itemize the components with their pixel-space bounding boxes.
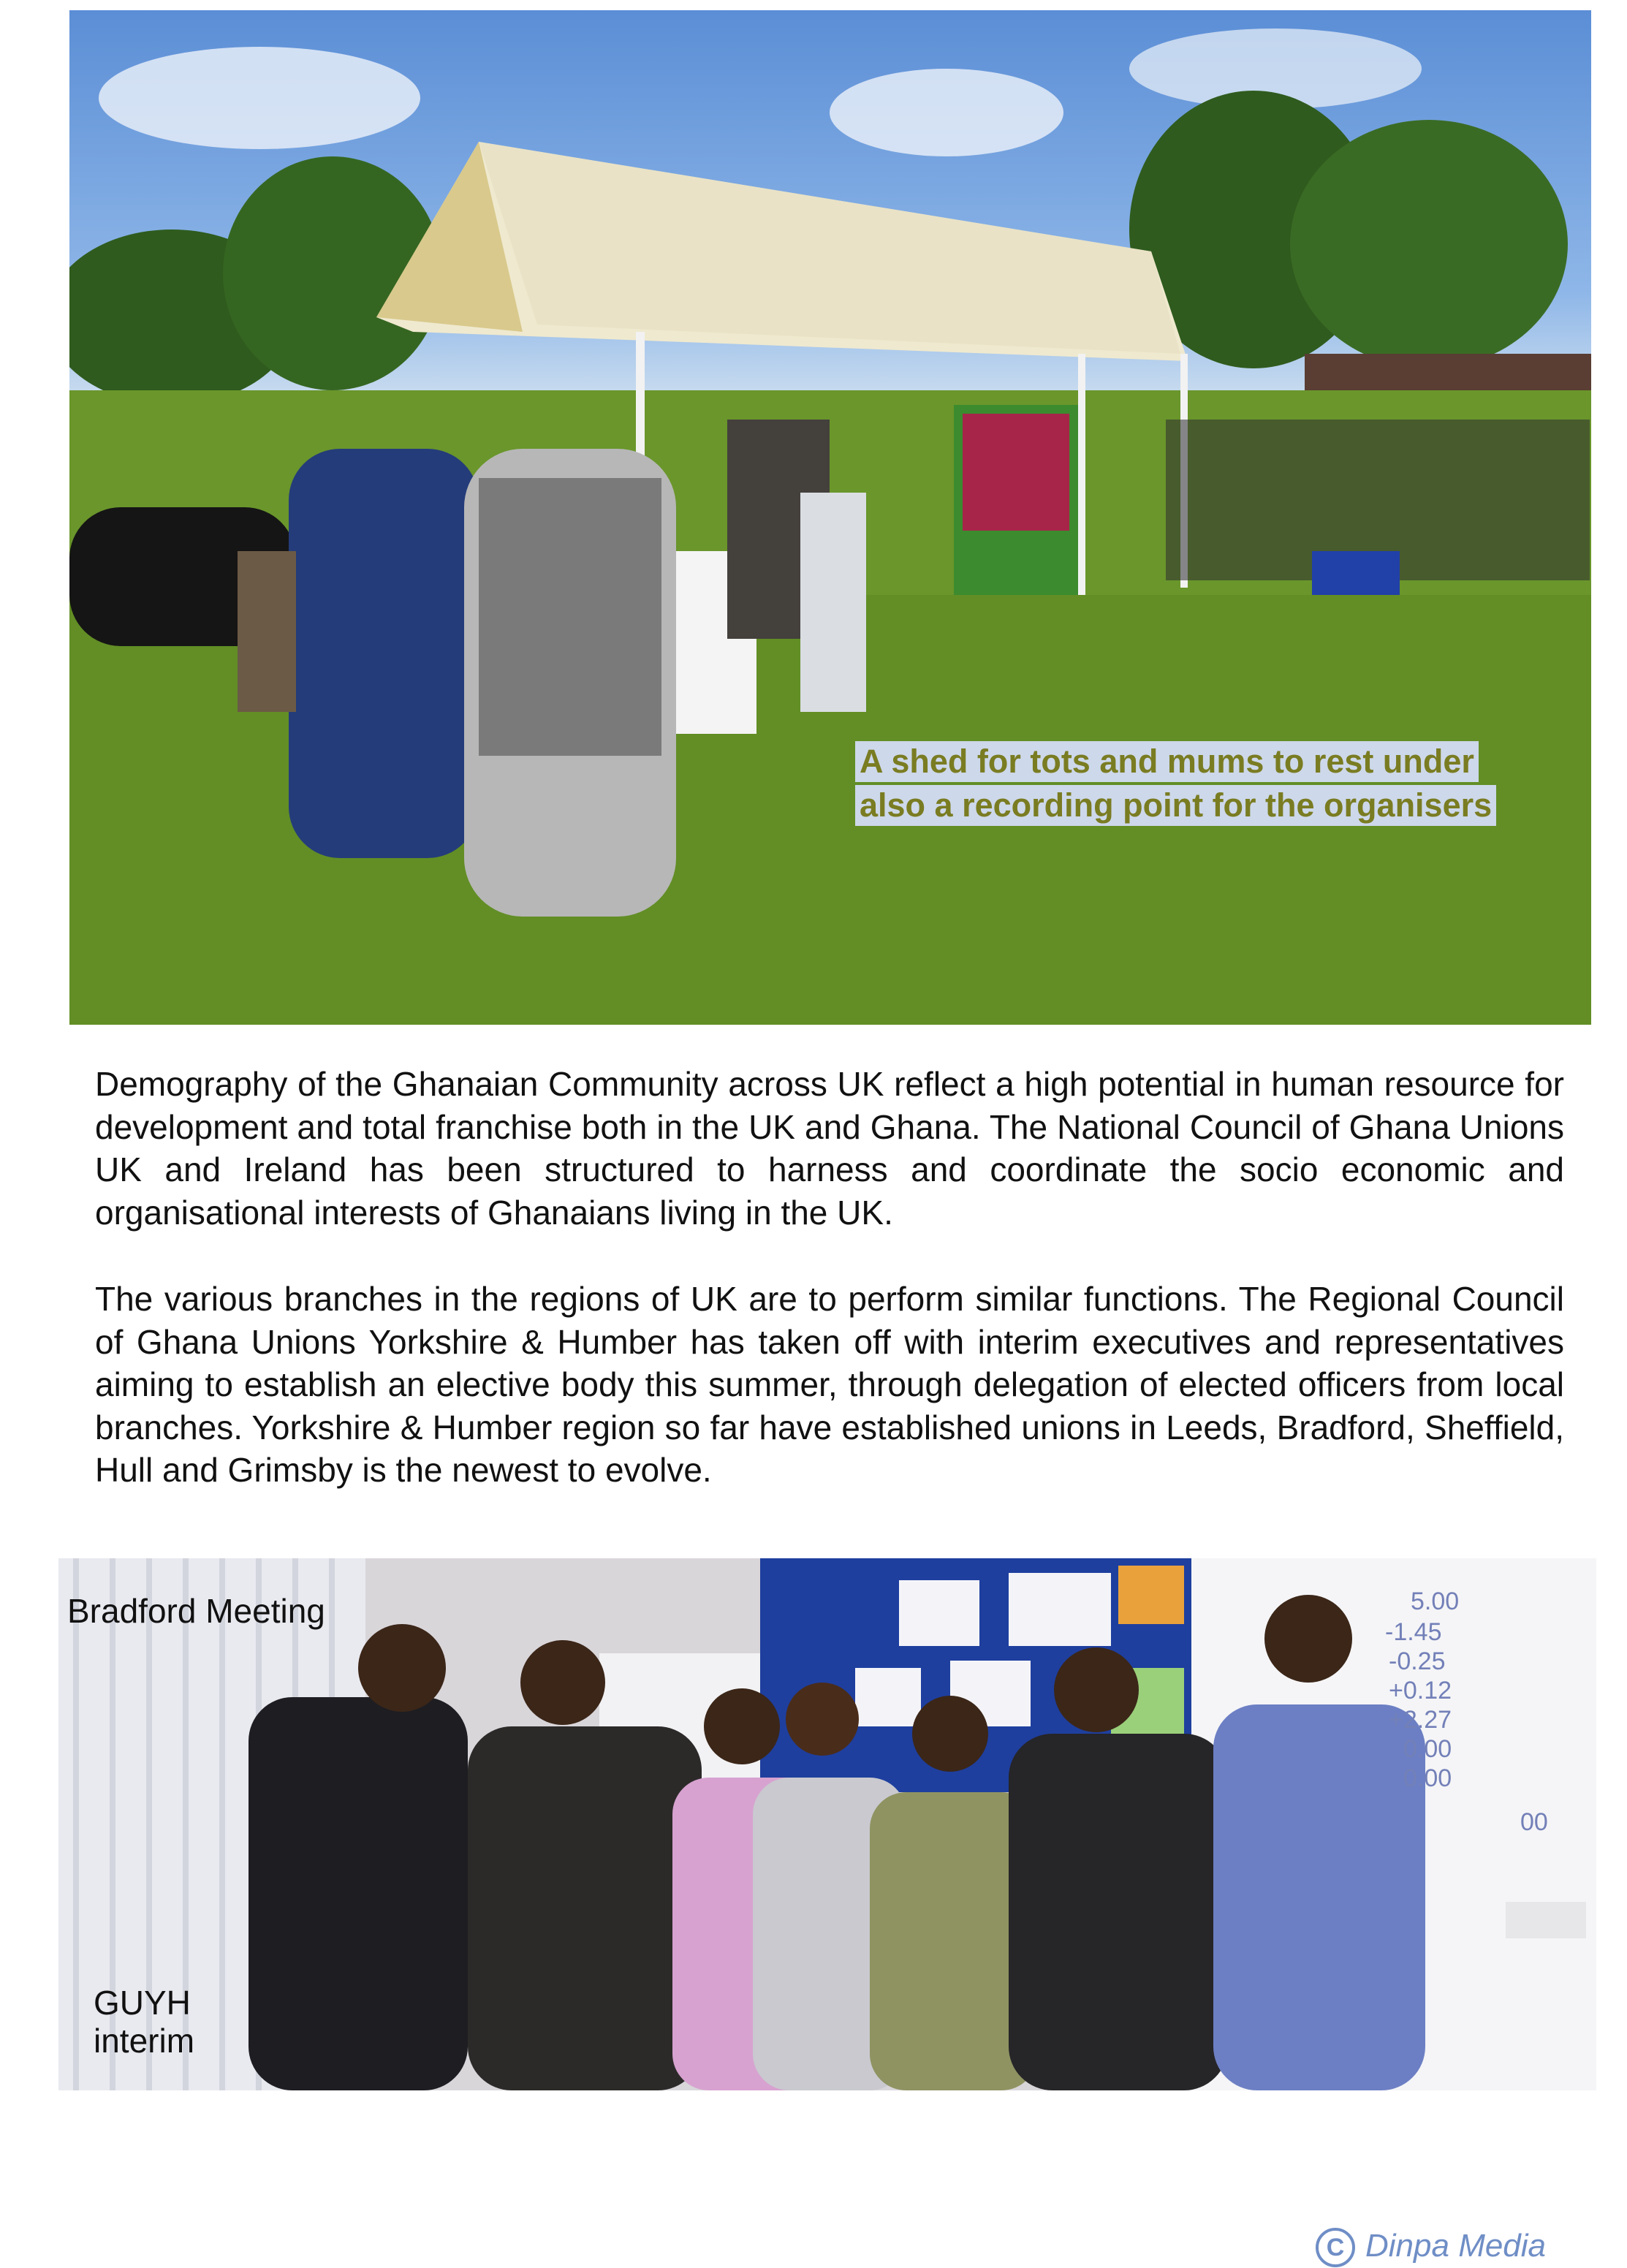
meeting-photo — [58, 1558, 1596, 2090]
whiteboard-number: 0.00 — [1403, 1764, 1452, 1792]
whiteboard-number: 0.00 — [1403, 1735, 1452, 1763]
whiteboard-number: -0.25 — [1389, 1647, 1446, 1675]
photo-caption-line-2: also a recording point for the organisers — [855, 785, 1496, 826]
copyright-credit — [1316, 2228, 1546, 2267]
photo-caption-line-1: A shed for tots and mums to rest under — [855, 741, 1479, 782]
whiteboard-number: -1.45 — [1385, 1618, 1442, 1646]
body-paragraph-1: Demography of the Ghanaian Community across UK reflect a high potential in human resource for development and total franchise both in the UK and Ghana. The National Council of Ghana Unions UK and Ireland has been structured to harness and coordinate the socio economic and organisational interests of Ghanaians living in the UK. — [95, 1065, 1564, 1232]
event-photo — [69, 10, 1591, 1025]
photo-label-bradford-meeting: Bradford Meeting — [67, 1592, 325, 1630]
credit-text: Dinpa Media — [1365, 2228, 1547, 2264]
whiteboard-number: +2.27 — [1389, 1706, 1452, 1734]
meeting-photo-scene — [58, 1558, 1596, 2090]
whiteboard-number: 5.00 — [1411, 1588, 1460, 1615]
body-paragraph-2: The various branches in the regions of UK are to perform similar functions. The Regional Council of Ghana Unions Yorkshire & Humber has taken off with interim executives and representatives aiming to establish an elective body this summer, through delegation of elected officers from local branches. Yorkshire & Humber region so far have established unions in Leeds, Bradford, Sheffield, Hull and Grimsby is the newest to evolve. — [95, 1280, 1564, 1489]
copyright-icon: C — [1316, 2228, 1355, 2267]
photo-label-guyh-interim: GUYH interim — [94, 1984, 195, 2060]
whiteboard-number: +0.12 — [1389, 1677, 1452, 1704]
whiteboard-number: 00 — [1520, 1808, 1548, 1836]
event-photo-scene — [69, 10, 1591, 1025]
